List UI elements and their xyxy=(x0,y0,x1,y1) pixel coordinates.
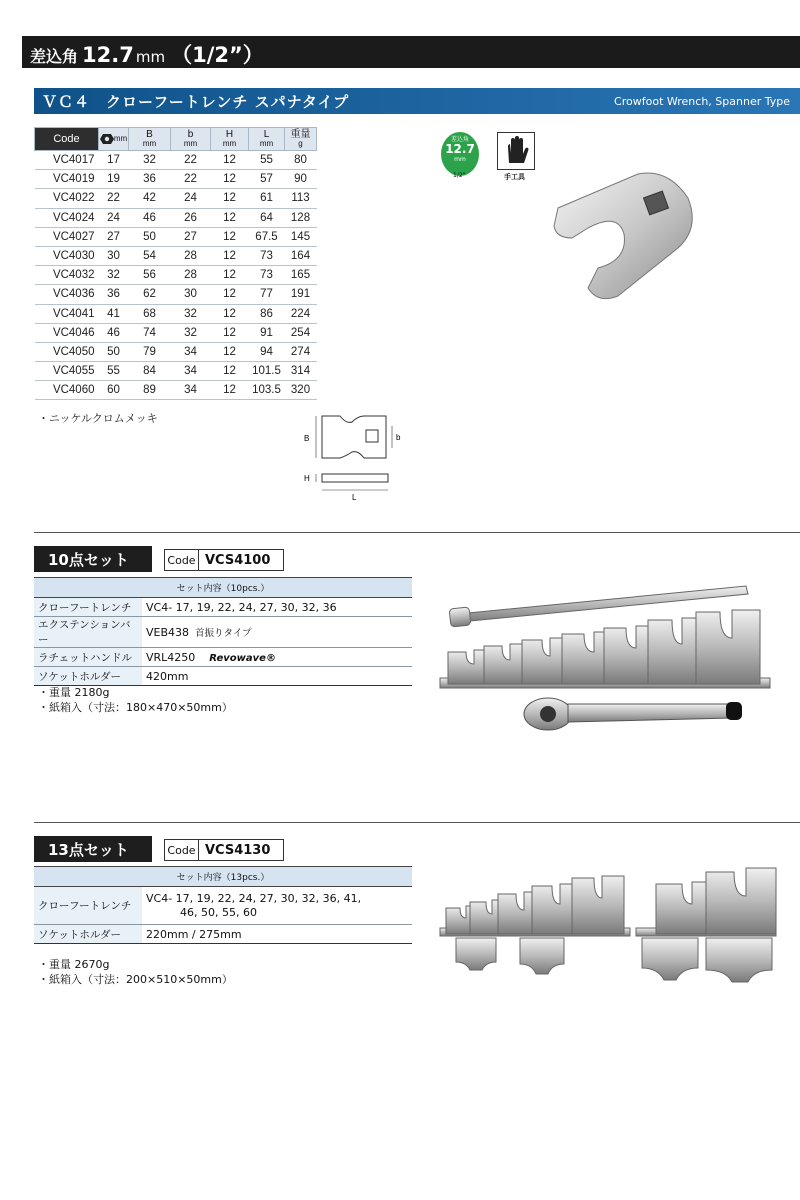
table-cell: 79 xyxy=(129,342,171,361)
table-row xyxy=(35,189,317,208)
table-cell: 12 xyxy=(211,227,249,246)
page-header-bar xyxy=(22,36,800,68)
table-cell: 28 xyxy=(171,246,211,265)
table-cell: 24 xyxy=(171,189,211,208)
table-cell: 191 xyxy=(285,285,317,304)
table-cell: 64 xyxy=(249,208,285,227)
table-cell: 42 xyxy=(129,189,171,208)
table-cell: 17 xyxy=(99,151,129,170)
table-cell: 224 xyxy=(285,304,317,323)
table-cell: 145 xyxy=(285,227,317,246)
drive-unit: mm xyxy=(135,48,166,66)
product-code-cell: VC4055 xyxy=(35,362,99,381)
table-row xyxy=(35,362,317,381)
dimension-drawing xyxy=(300,408,410,504)
table-row xyxy=(35,323,317,342)
col-code: Code xyxy=(35,128,99,151)
table-cell: 12 xyxy=(211,342,249,361)
col-size-unit: mm xyxy=(113,134,128,144)
table-cell: 12 xyxy=(211,266,249,285)
set13-code-label: Code xyxy=(165,840,199,860)
table-cell: 50 xyxy=(129,227,171,246)
finish-note: ・ニッケルクロムメッキ xyxy=(38,412,158,425)
table-cell: 73 xyxy=(249,246,285,265)
product-code-cell: VC4032 xyxy=(35,266,99,285)
hand-tool-label: 手工具 xyxy=(504,173,525,181)
square-drive xyxy=(366,430,378,442)
table-cell: 12 xyxy=(211,304,249,323)
table-cell: 165 xyxy=(285,266,317,285)
drive-fraction-badge: 1/2" xyxy=(453,172,466,179)
set10-code-box xyxy=(164,549,284,571)
table-cell: 34 xyxy=(171,362,211,381)
drive-size-badge: 差込角 12.7 mm xyxy=(441,132,479,176)
table-cell: 90 xyxy=(285,170,317,189)
table-cell: 32 xyxy=(171,304,211,323)
product-code-cell: VC4060 xyxy=(35,381,99,400)
table-cell: 314 xyxy=(285,362,317,381)
table-cell: 164 xyxy=(285,246,317,265)
product-code-cell: VC4019 xyxy=(35,170,99,189)
hex-icon xyxy=(100,133,114,145)
product-code-cell: VC4050 xyxy=(35,342,99,361)
set10-label: 10点セット xyxy=(34,546,152,572)
table-cell: 77 xyxy=(249,285,285,304)
table-row: ソケットホルダー 420mm xyxy=(34,667,412,686)
table-cell: 30 xyxy=(171,285,211,304)
table-cell: 103.5 xyxy=(249,381,285,400)
table-cell: 91 xyxy=(249,323,285,342)
set10-contents-header: セット内容（10pcs.） xyxy=(34,578,412,598)
spec-table xyxy=(34,127,317,400)
product-code-cell: VC4036 xyxy=(35,285,99,304)
product-code-cell: VC4027 xyxy=(35,227,99,246)
table-cell: 12 xyxy=(211,189,249,208)
table-cell: 32 xyxy=(171,323,211,342)
table-cell: 12 xyxy=(211,208,249,227)
product-code-cell: VC4017 xyxy=(35,151,99,170)
table-cell: 46 xyxy=(129,208,171,227)
table-cell: 46 xyxy=(99,323,129,342)
revowave-logo: Revowave® xyxy=(209,652,276,664)
label-L: L xyxy=(352,493,357,502)
table-row xyxy=(35,170,317,189)
table-cell: 55 xyxy=(249,151,285,170)
table-cell: 56 xyxy=(129,266,171,285)
set10-code: VCS4100 xyxy=(205,552,271,568)
table-row xyxy=(35,285,317,304)
table-cell: 12 xyxy=(211,246,249,265)
col-B: B mm xyxy=(129,128,171,151)
drive-fraction: （1/2”） xyxy=(171,43,264,67)
table-cell: 113 xyxy=(285,189,317,208)
set13-code: VCS4130 xyxy=(205,842,271,858)
table-cell: 19 xyxy=(99,170,129,189)
set10-photo xyxy=(436,572,776,742)
table-row xyxy=(35,227,317,246)
table-cell: 12 xyxy=(211,362,249,381)
col-L: L mm xyxy=(249,128,285,151)
set13-box: ・紙箱入（寸法：200×510×50mm） xyxy=(38,973,233,986)
table-row: エクステンションバー VEB438 首振りタイプ xyxy=(34,617,412,648)
drive-size: 12.7 xyxy=(82,43,134,67)
section-divider xyxy=(34,822,800,823)
table-cell: 320 xyxy=(285,381,317,400)
table-cell: 86 xyxy=(249,304,285,323)
wrench-outline xyxy=(322,416,386,458)
table-cell: 62 xyxy=(129,285,171,304)
label-B: B xyxy=(304,434,310,443)
table-cell: 32 xyxy=(99,266,129,285)
spec-table-body xyxy=(35,151,317,400)
set10-notes xyxy=(38,685,233,715)
drive-label: 差込角 xyxy=(30,47,79,66)
table-cell: 12 xyxy=(211,151,249,170)
table-row xyxy=(35,151,317,170)
table-row xyxy=(35,381,317,400)
set10-code-label: Code xyxy=(165,550,199,570)
table-row xyxy=(35,246,317,265)
set10-weight: ・重量 2180g xyxy=(38,686,110,699)
product-code-cell: VC4046 xyxy=(35,323,99,342)
table-cell: 128 xyxy=(285,208,317,227)
table-cell: 274 xyxy=(285,342,317,361)
table-cell: 101.5 xyxy=(249,362,285,381)
spec-table-header xyxy=(35,128,317,151)
set13-contents-header: セット内容（13pcs.） xyxy=(34,867,412,887)
table-row: クローフートレンチ VC4- 17, 19, 22, 24, 27, 30, 32, 36, 41, 46, 50, 55, 60 xyxy=(34,887,412,925)
col-H: H mm xyxy=(211,128,249,151)
product-title-en: Crowfoot Wrench, Spanner Type xyxy=(614,94,790,108)
set13-notes xyxy=(38,957,233,987)
table-cell: 28 xyxy=(171,266,211,285)
set13-code-box xyxy=(164,839,284,861)
wrench-photo xyxy=(528,168,700,304)
table-row xyxy=(35,266,317,285)
set13-contents-table xyxy=(34,866,412,944)
table-cell: 61 xyxy=(249,189,285,208)
set13-label: 13点セット xyxy=(34,836,152,862)
product-code-cell: VC4022 xyxy=(35,189,99,208)
col-b: b mm xyxy=(171,128,211,151)
table-cell: 12 xyxy=(211,323,249,342)
table-cell: 73 xyxy=(249,266,285,285)
table-row: ラチェットハンドル VRL4250 Revowave® xyxy=(34,648,412,667)
product-code-cell: VC4041 xyxy=(35,304,99,323)
table-cell: 12 xyxy=(211,381,249,400)
section-divider xyxy=(34,532,800,533)
table-cell: 32 xyxy=(129,151,171,170)
table-cell: 84 xyxy=(129,362,171,381)
table-cell: 36 xyxy=(99,285,129,304)
table-cell: 89 xyxy=(129,381,171,400)
table-cell: 34 xyxy=(171,342,211,361)
table-cell: 36 xyxy=(129,170,171,189)
col-size xyxy=(99,128,129,151)
table-cell: 55 xyxy=(99,362,129,381)
side-view xyxy=(322,474,388,482)
table-row: ソケットホルダー 220mm / 275mm xyxy=(34,925,412,944)
table-cell: 94 xyxy=(249,342,285,361)
table-cell: 54 xyxy=(129,246,171,265)
table-cell: 22 xyxy=(171,170,211,189)
product-title-bar xyxy=(34,88,800,114)
table-cell: 12 xyxy=(211,285,249,304)
product-title-jp: ＶＣ４ クローフートレンチ スパナタイプ xyxy=(42,92,350,111)
table-cell: 30 xyxy=(99,246,129,265)
table-cell: 68 xyxy=(129,304,171,323)
table-cell: 27 xyxy=(171,227,211,246)
product-code-cell: VC4030 xyxy=(35,246,99,265)
table-cell: 24 xyxy=(99,208,129,227)
label-H: H xyxy=(304,474,310,483)
table-cell: 12 xyxy=(211,170,249,189)
set13-photo xyxy=(436,858,786,984)
table-row: クローフートレンチ VC4- 17, 19, 22, 24, 27, 30, 32, 36 xyxy=(34,598,412,617)
table-cell: 254 xyxy=(285,323,317,342)
hand-tool-icon xyxy=(497,132,535,170)
table-cell: 34 xyxy=(171,381,211,400)
set13-weight: ・重量 2670g xyxy=(38,958,110,971)
table-row xyxy=(35,208,317,227)
table-cell: 50 xyxy=(99,342,129,361)
table-cell: 57 xyxy=(249,170,285,189)
table-row xyxy=(35,342,317,361)
table-cell: 27 xyxy=(99,227,129,246)
table-cell: 80 xyxy=(285,151,317,170)
product-code-cell: VC4024 xyxy=(35,208,99,227)
table-cell: 41 xyxy=(99,304,129,323)
table-cell: 60 xyxy=(99,381,129,400)
label-b: b xyxy=(396,433,401,442)
set10-box: ・紙箱入（寸法：180×470×50mm） xyxy=(38,701,233,714)
table-cell: 26 xyxy=(171,208,211,227)
table-row xyxy=(35,304,317,323)
table-cell: 74 xyxy=(129,323,171,342)
table-cell: 22 xyxy=(171,151,211,170)
table-cell: 67.5 xyxy=(249,227,285,246)
col-weight: 重量 g xyxy=(285,128,317,151)
table-cell: 22 xyxy=(99,189,129,208)
set10-contents-table xyxy=(34,577,412,686)
